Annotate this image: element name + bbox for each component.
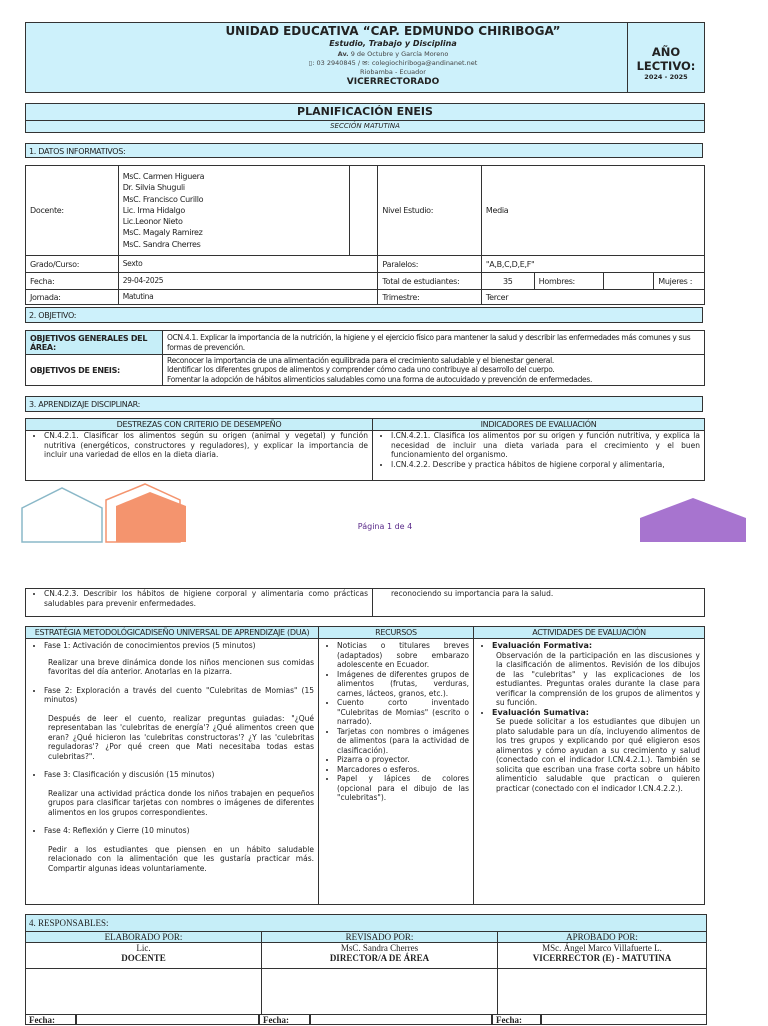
estrategia-header: ESTRATÉGIA METODOLÓGICADISEÑO UNIVERSAL DE APRENDIZAJE (DUA) (26, 627, 319, 639)
aprobado-signature (498, 969, 707, 1015)
trimestre-label: Trimestre: (378, 290, 481, 305)
recurso-item: • Tarjetas con nombres o imágenes de alimentos (para la actividad de clasificación). (337, 727, 469, 756)
motto: Estudio, Trabajo y Disciplina (329, 39, 457, 48)
address (159, 50, 627, 59)
grado-value: Sexto (118, 256, 378, 273)
sumativa-title: • Evaluación Sumativa: (492, 708, 700, 718)
estrategia-cell (26, 639, 319, 905)
docente-name: MsC. Francisco Curillo (122, 194, 204, 204)
fecha-elaborado-label: Fecha: (25, 1014, 76, 1025)
fecha-aprobado-value (541, 1014, 707, 1025)
recurso-item: • Cuento corto inventado "Culebritas de Momias" (escrito o narrado). (337, 698, 469, 727)
elaborado-signature (26, 969, 262, 1015)
year-value: 2024 - 2025 (644, 73, 688, 81)
hombres-value (603, 273, 654, 290)
docente-label: Docente: (26, 166, 119, 256)
aprendizaje-continuation (25, 588, 705, 617)
grado-label: Grado/Curso: (26, 256, 119, 273)
indicador-item: • I.CN.4.2.1. Clasifica los alimentos por su origen y función nutritiva, y explica la necesidad de incluir una dieta variada para el crecimiento y el buen funcionamiento del organismo. (391, 431, 700, 460)
aprobado-header: APROBADO POR: (498, 932, 707, 943)
responsables-table (25, 914, 707, 1015)
jornada-label: Jornada: (26, 290, 119, 305)
actividades-header: ACTIVIDADES DE EVALUACIÓN (474, 627, 705, 639)
elaborado-cell (26, 943, 262, 969)
aprobado-name: MSc. Ángel Marco Villafuerte L. (542, 943, 662, 953)
revisado-header: REVISADO POR: (262, 932, 498, 943)
eneis-label: OBJETIVOS DE ENEIS: (26, 355, 163, 386)
year-cell (627, 22, 705, 93)
elaborado-role: DOCENTE (121, 953, 166, 963)
indicadores-cell-2: reconociendo su importancia para la salud. (373, 589, 705, 617)
docente-list (118, 166, 350, 256)
eneis-item: Reconocer la importancia de una alimentación equilibrada para el crecimiento saludable y el bienestar general. (167, 355, 554, 365)
objetivo-table (25, 330, 705, 386)
empty-cell (350, 166, 378, 256)
purple-house-shape (640, 498, 746, 542)
responsables-heading: 4. RESPONSABLES: (26, 915, 707, 932)
recursos-header: RECURSOS (319, 627, 474, 639)
indicadores-cell (373, 431, 705, 481)
revisado-role: DIRECTOR/A DE ÁREA (329, 953, 430, 963)
docente-name: Dr. Silvia Shuguli (122, 183, 185, 193)
plan-section: SECCIÓN MATUTINA (25, 120, 705, 133)
department: VICERRECTORADO (346, 77, 440, 87)
header-center (159, 22, 627, 93)
destrezas-cell-2 (26, 589, 373, 617)
formativa-title: • Evaluación Formativa: (492, 641, 700, 651)
paralelos-label: Paralelos: (378, 256, 481, 273)
fecha-aprobado-label: Fecha: (492, 1014, 541, 1025)
year-label: AÑO LECTIVO: (636, 45, 696, 73)
fecha-row (25, 1014, 707, 1026)
eneis-list (163, 355, 705, 386)
destreza-item: • CN.4.2.1. Clasificar los alimentos según su origen (animal y vegetal) y función nutritiva (energéticos, constructores y reguladores), y explicar la importancia de incluir una variedad de ellos en la dieta diaria. (44, 431, 368, 460)
revisado-cell (262, 943, 498, 969)
aprobado-role: VICERRECTOR (E) - MATUTINA (532, 953, 672, 963)
paralelos-value: "A,B,C,D,E,F" (481, 256, 704, 273)
nivel-label: Nivel Estudio: (378, 166, 481, 256)
address-label: Av. (337, 50, 349, 58)
recurso-item: • Papel y lápices de colores (opcional para el dibujo de las "culebritas"). (337, 774, 469, 803)
fecha-label: Fecha: (26, 273, 119, 290)
eneis-item: Identificar los diferentes grupos de alimentos y comprender cómo cada uno contribuye al desarrollo del cuerpo. (167, 365, 555, 375)
eneis-item: Fomentar la adopción de hábitos alimenticios saludables como una forma de autocuidado y prevención de enfermedades. (167, 374, 593, 384)
plan-title: PLANIFICACIÓN ENEIS (25, 103, 705, 121)
objetivo-heading: 2. OBJETIVO: (25, 307, 703, 323)
school-name: UNIDAD EDUCATIVA “CAP. EDMUNDO CHIRIBOGA” (225, 24, 561, 38)
address-text: 9 de Octubre y García Moreno (350, 50, 449, 58)
indicadores-header: INDICADORES DE EVALUACIÓN (373, 419, 705, 431)
jornada-value: Matutina (118, 290, 378, 305)
fase-title: • Fase 3: Clasificación y discusión (15 minutos) (44, 770, 314, 780)
fecha-revisado-value (310, 1014, 492, 1025)
fase-text: Realizar una actividad práctica donde los niños trabajen en pequeños grupos para clasificar tarjetas con nombres o imágenes de diferentes alimentos en los grupos correspondientes. (48, 788, 314, 817)
actividades-cell (474, 639, 705, 905)
destrezas-cell (26, 431, 373, 481)
outline-house-shape (22, 488, 102, 542)
generales-label: OBJETIVOS GENERALES DEL ÁREA: (26, 331, 163, 355)
fase-text: Pedir a los estudiantes que piensen en un hábito saludable relacionado con la alimentación que les gustaría practicar más. Compartir algunas ideas voluntariamente. (48, 844, 314, 873)
fecha-revisado-label: Fecha: (259, 1014, 310, 1025)
fase-title: • Fase 1: Activación de conocimientos previos (5 minutos) (44, 641, 314, 651)
fase-title: • Fase 4: Reflexión y Cierre (10 minutos) (44, 826, 314, 836)
generales-text: OCN.4.1. Explicar la importancia de la nutrición, la higiene y el ejercicio físico para mantener la salud y describir las enfermedades más comunes y sus formas de prevención. (163, 331, 705, 355)
destreza-item: • CN.4.2.3. Describir los hábitos de higiene corporal y alimentaria como prácticas saludables para prevenir enfermedades. (44, 589, 368, 608)
recurso-item: • Marcadores o esferos. (337, 765, 469, 775)
aprendizaje-table (25, 418, 705, 481)
recurso-item: • Imágenes de diferentes grupos de alimentos (frutas, verduras, carnes, lácteos, granos, etc.). (337, 670, 469, 699)
elaborado-header: ELABORADO POR: (26, 932, 262, 943)
salmon-house-shape (116, 492, 186, 542)
recurso-item: • Noticias o titulares breves (adaptados) sobre embarazo adolescente en Ecuador. (337, 641, 469, 670)
revisado-name: MsC. Sandra Cherres (340, 943, 419, 953)
docente-name: MsC. Carmen Higuera (122, 171, 205, 181)
trimestre-value: Tercer (481, 290, 704, 305)
elaborado-name: Lic. (136, 943, 151, 953)
sumativa-text: Se puede solicitar a los estudiantes que dibujen un plato saludable para un día, incluyendo alimentos de los tres grupos y explicando por qué eligieron esos alimentos y cómo ayudan a su crecimiento y salud (conectado con el indicador I.CN.4.2.1.). También se solicita que escriban una frase corta sobre un hábito alimenticio saludable que practican o quieren practicar (conectado con el indicador I.CN.4.2.2.). (496, 717, 700, 793)
datos-table (25, 165, 705, 305)
phone-icon: ▯: (308, 59, 317, 67)
fase-text: Después de leer el cuento, realizar preguntas guiadas: "¿Qué representaban las 'culebritas de energía'? ¿Qué alimentos creen que eran? ¿Qué hicieron las 'culebritas constructoras'? ¿Y las 'culebritas reguladoras'? ¿Por qué creen que Mati necesitaba todas estas culebritas?". (48, 713, 314, 761)
recursos-cell (319, 639, 474, 905)
aprobado-cell (498, 943, 707, 969)
fecha-value: 29-04-2025 (118, 273, 378, 290)
estrategia-table (25, 626, 705, 905)
page-number: Página 1 de 4 (357, 522, 413, 531)
recurso-item: • Pizarra o proyector. (337, 755, 469, 765)
datos-heading: 1. DATOS INFORMATIVOS: (25, 143, 703, 158)
header-frame (25, 22, 705, 93)
contact-text: 03 2940845 / ✉: colegiochiriboga@andinanet.net (316, 59, 478, 67)
city: Riobamba - Ecuador (360, 68, 426, 76)
fase-text: Realizar una breve dinámica donde los niños mencionen sus comidas favoritas del día anterior. Anotarlas en la pizarra. (48, 657, 314, 676)
destrezas-header: DESTREZAS CON CRITERIO DE DESEMPEÑO (26, 419, 373, 431)
nivel-value: Media (481, 166, 704, 256)
docente-name: Lic. Irma Hidalgo (122, 205, 185, 215)
total-label: Total de estudiantes: (378, 273, 481, 290)
docente-name: MsC. Magaly Ramirez (122, 228, 203, 238)
formativa-text: Observación de la participación en las discusiones y la clasificación de alimentos. Revisión de los dibujos de las "culebritas" y las explicaciones de los estudiantes. Preguntas orales durante la clase para verificar la comprensión de los grupos de alimentos y su función. (496, 650, 700, 707)
footer-decoration (0, 480, 768, 548)
aprendizaje-heading: 3. APRENDIZAJE DISCIPLINAR: (25, 396, 703, 412)
contact (159, 59, 627, 68)
hombres-label: Hombres: (534, 273, 603, 290)
revisado-signature (262, 969, 498, 1015)
total-value: 35 (481, 273, 534, 290)
fase-title: • Fase 2: Exploración a través del cuento "Culebritas de Momias" (15 minutos) (44, 686, 314, 705)
fecha-elaborado-value (76, 1014, 259, 1025)
mujeres-label: Mujeres : (654, 273, 705, 290)
logo-cell (25, 22, 161, 93)
docente-name: MsC. Sandra Cherres (122, 239, 201, 249)
docente-name: Lic.Leonor Nieto (122, 217, 183, 227)
indicador-item: • I.CN.4.2.2. Describe y practica hábitos de higiene corporal y alimentaria, (391, 460, 700, 470)
